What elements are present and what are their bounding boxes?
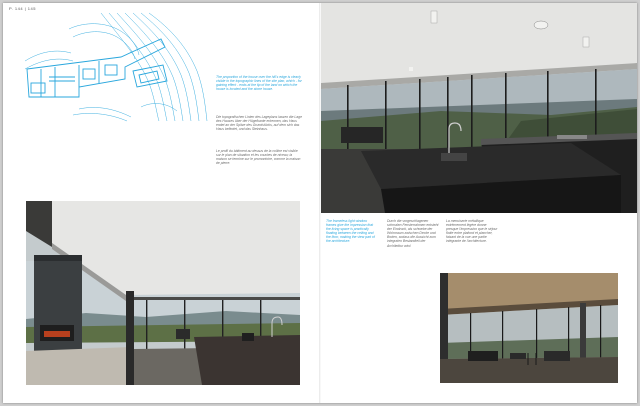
kitchen-caption-french: La menuiserie métallique extrêmement légère donne presque l'impression que le séjour flotte entre plafond et plancher, faisant de la vue une partie intégrante de l'architecture. xyxy=(446,219,498,244)
kitchen-photo-svg xyxy=(321,3,637,213)
kitchen-caption-english: The frameless light window frames give the impression that the living space is practically floating between the ceiling and the floor, making the view part of the architecture. xyxy=(326,219,375,244)
living-room-photo xyxy=(440,273,618,383)
site-plan-drawing xyxy=(21,11,211,123)
kitchen-photo xyxy=(321,3,637,213)
terrace-photo-svg xyxy=(26,201,300,385)
plan-caption-german: Die topografischen Linien des Lageplans lassen die Lage des Hauses über der Hügelkante erkennen, das Haus endet an der Spitze des Grundstücks, auf dem sich das Haus befindet, und das Steinhaus. xyxy=(216,115,302,132)
page-folio: P. 144 | 145 xyxy=(9,6,36,11)
living-room-photo-svg xyxy=(440,273,618,383)
plan-caption-english: The proportion of the house over the hill's edge is clearly visible in the topographic lines of the site plan, which - for gaining effect - ends at the tip of the land on which the house is located and the stone house. xyxy=(216,75,302,92)
terrace-photo xyxy=(26,201,300,385)
magazine-spread xyxy=(3,3,637,403)
kitchen-caption-german: Durch die vorgeschlagenen schmalen Fensterrahmen entsteht der Eindruck, als schwebe der Wohnraum zwischen Decke und Boden, sodass die Aussicht zum integralen Bestandteil der Architektur wird. xyxy=(387,219,439,248)
site-plan-svg xyxy=(21,11,211,123)
plan-caption-french: Le profil du bâtiment au dessus de la colline est visible sur le plan de situation et les courbes de niveau; la maison se termine sur le promontoire, comme la maison de pierre. xyxy=(216,149,301,166)
